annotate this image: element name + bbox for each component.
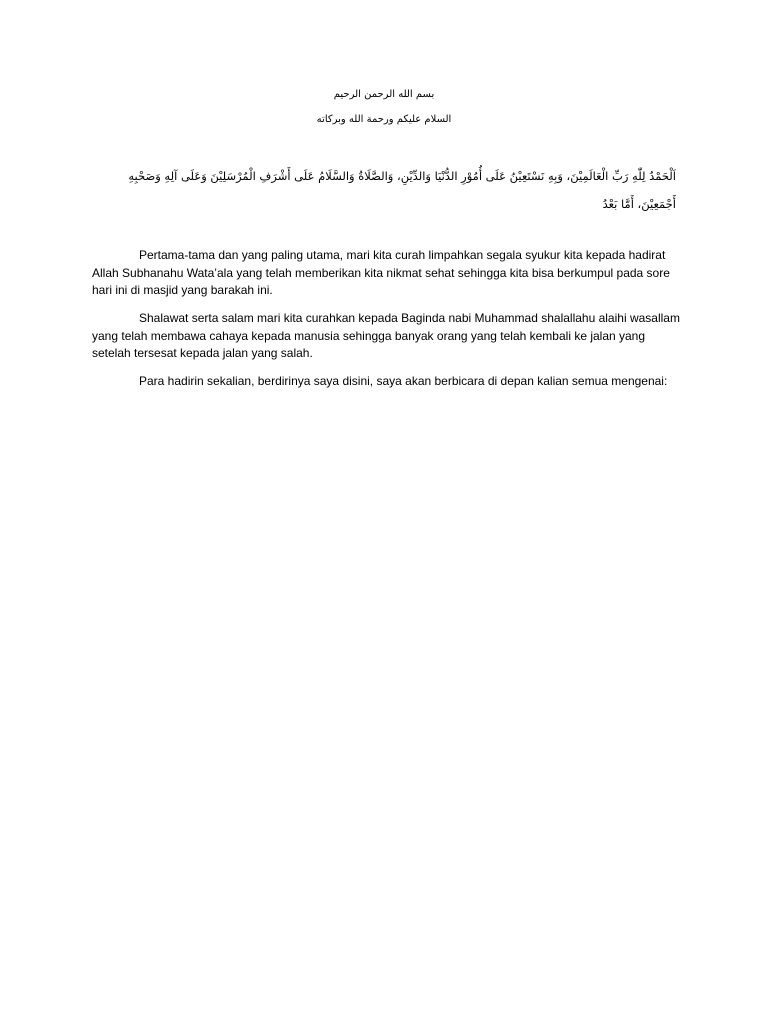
opening-doa: اَلْحَمْدُ لِلّٰهِ رَبِّ الْعَالَمِيْنَ، وَبِهِ نَسْتَعِيْنُ عَلَى أُمُوْرِ الدُّنْيَا وَالدِّيْنِ، وَالصَّلَاةُ وَالسَّلَامُ عَلَى أَشْرَفِ الْمُرْسَلِيْنَ وَعَلَى آلِهِ وَصَحْبِهِ أَجْمَعِيْنَ، أَمَّا بَعْدُ <box>128 169 676 211</box>
paragraph-text: Para hadirin sekalian, berdirinya saya disini, saya akan berbicara di depan kalian semua mengenai: <box>139 374 668 388</box>
salam-greeting: السلام عليكم ورحمة الله وبركاته <box>316 114 452 125</box>
paragraph-gratitude <box>92 247 684 309</box>
paragraph-text: Shalawat serta salam mari kita curahkan kepada Baginda nabi Muhammad shalallahu alaihi wasallam yang telah membawa cahaya kepada manusia sehingga banyak orang yang telah kembali ke jalan yang setelah tersesat kepada jalan yang salah. <box>92 311 680 360</box>
paragraph-shalawat <box>92 310 684 372</box>
basmala-line: بسم الله الرحمن الرحيم <box>333 89 435 100</box>
paragraph-text: Pertama-tama dan yang paling utama, mari kita curah limpahkan segala syukur kita kepada hadirat Allah Subhanahu Wata’ala yang telah memberikan kita nikmat sehat sehingga kita bisa berkumpul pada sore hari ini di masjid yang barakah ini. <box>92 248 670 297</box>
paragraph-topic-intro <box>92 373 684 400</box>
